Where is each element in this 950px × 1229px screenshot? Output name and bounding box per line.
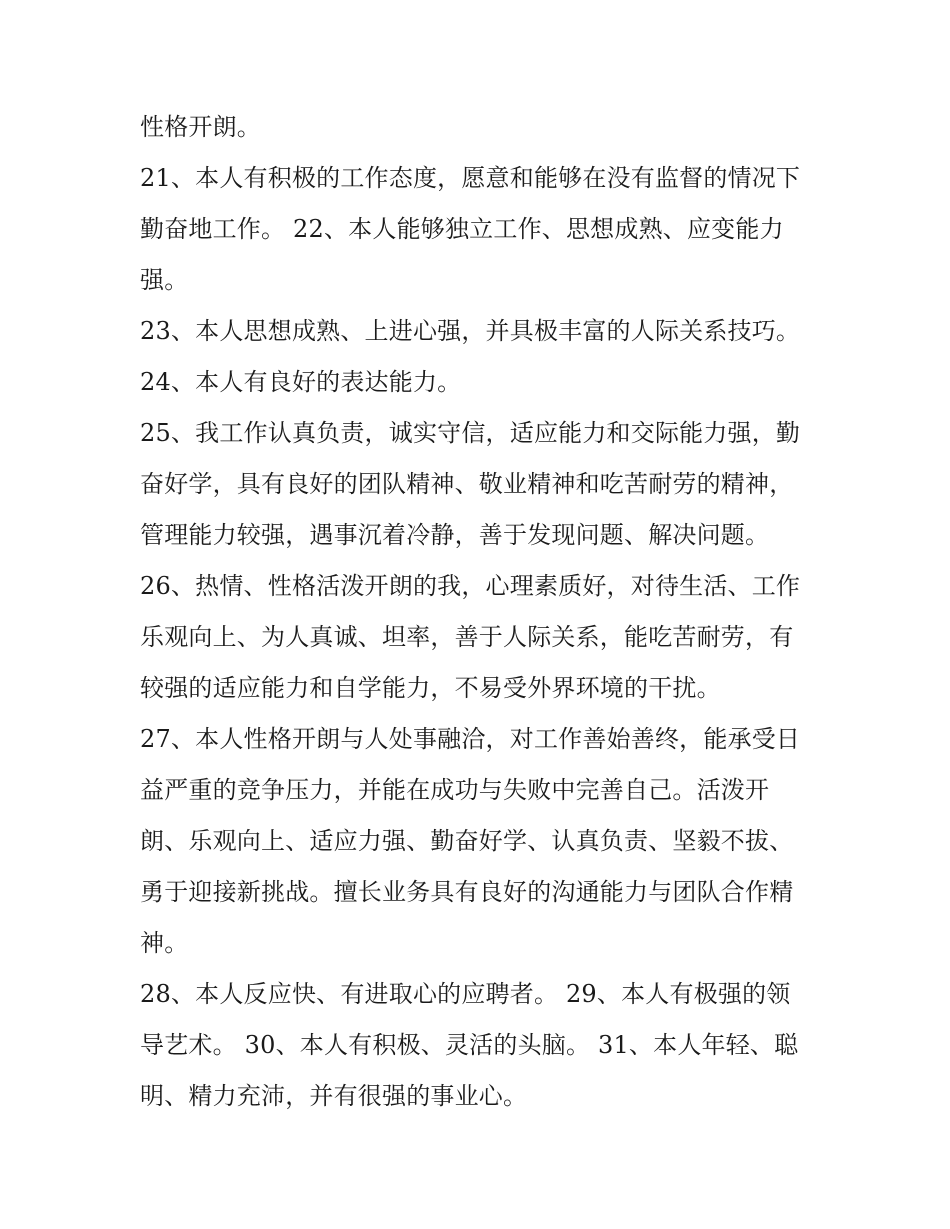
text-line: 性格开朗。: [140, 113, 261, 141]
text-line: 管理能力较强，遇事沉着冷静，善于发现问题、解决问题。: [140, 521, 770, 549]
text-line: 24、本人有良好的表达能力。: [140, 368, 462, 396]
text-line: 强。: [140, 266, 189, 294]
text-line: 乐观向上、为人真诚、坦率，善于人际关系，能吃苦耐劳，有: [140, 623, 794, 651]
text-line: 勇于迎接新挑战。擅长业务具有良好的沟通能力与团队合作精: [140, 878, 794, 906]
text-line: 23、本人思想成熟、上进心强，并具极丰富的人际关系技巧。: [140, 317, 801, 345]
text-line: 导艺术。 30、本人有积极、灵活的头脑。 31、本人年轻、聪: [140, 1031, 799, 1059]
text-line: 勤奋地工作。 22、本人能够独立工作、思想成熟、应变能力: [140, 215, 784, 243]
text-line: 26、热情、性格活泼开朗的我，心理素质好，对待生活、工作: [140, 572, 801, 600]
text-line: 朗、乐观向上、适应力强、勤奋好学、认真负责、坚毅不拔、: [140, 827, 794, 855]
text-line: 较强的适应能力和自学能力，不易受外界环境的干扰。: [140, 674, 721, 702]
text-line: 21、本人有积极的工作态度，愿意和能够在没有监督的情况下: [140, 164, 801, 192]
text-line: 神。: [140, 929, 189, 957]
text-line: 27、本人性格开朗与人处事融洽，对工作善始善终，能承受日: [140, 725, 801, 753]
text-line: 明、精力充沛，并有很强的事业心。: [140, 1082, 528, 1110]
text-line: 28、本人反应快、有进取心的应聘者。 29、本人有极强的领: [140, 980, 791, 1008]
text-line: 25、我工作认真负责，诚实守信，适应能力和交际能力强，勤: [140, 419, 801, 447]
text-line: 益严重的竞争压力，并能在成功与失败中完善自己。活泼开: [140, 776, 770, 804]
text-line: 奋好学，具有良好的团队精神、敬业精神和吃苦耐劳的精神，: [140, 470, 794, 498]
